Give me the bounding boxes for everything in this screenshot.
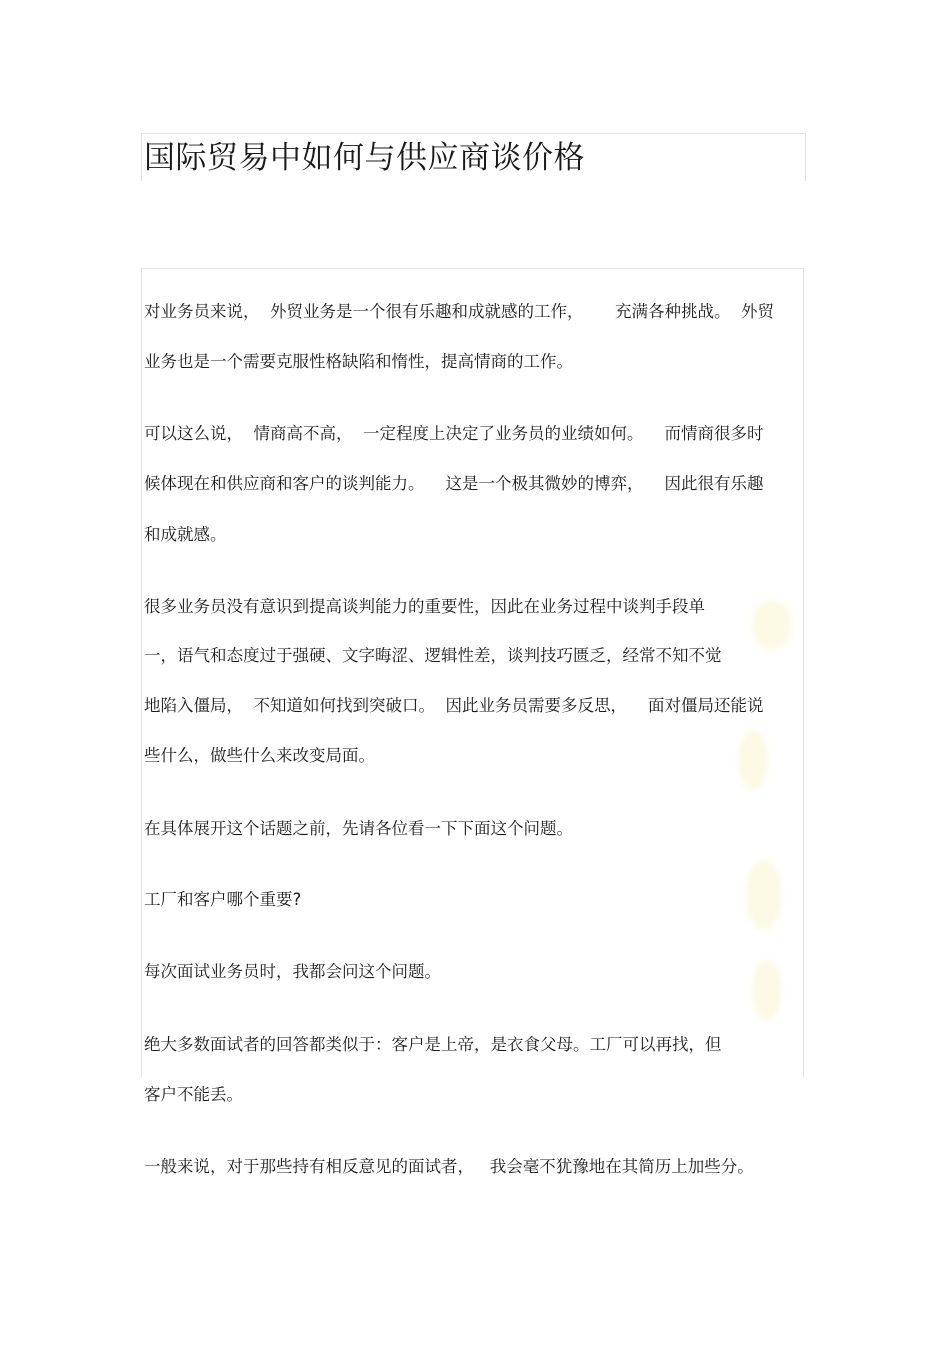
paragraph-line: 些什么，做些什么来改变局面。	[144, 746, 375, 765]
background-stain	[752, 960, 782, 1020]
paragraph-line: 客户不能丢。	[144, 1085, 243, 1104]
paragraph-line: 和成就感。	[144, 525, 227, 544]
paragraph-line: 工厂和客户哪个重要?	[144, 890, 302, 909]
title-frame	[141, 133, 806, 181]
document-title: 国际贸易中如何与供应商谈价格	[144, 140, 585, 176]
paragraph-line: 候体现在和供应商和客户的谈判能力。 这是一个极其微妙的博弈， 因此很有乐趣	[144, 474, 764, 493]
body-frame	[141, 268, 804, 1078]
paragraph-line: 在具体展开这个话题之前，先请各位看一下下面这个问题。	[144, 819, 573, 838]
paragraph-line: 对业务员来说， 外贸业务是一个很有乐趣和成就感的工作， 充满各种挑战。 外贸	[144, 302, 774, 321]
paragraph-line: 每次面试业务员时，我都会问这个问题。	[144, 962, 441, 981]
paragraph-line: 业务也是一个需要克服性格缺陷和惰性，提高情商的工作。	[144, 352, 573, 371]
background-stain	[752, 600, 792, 650]
paragraph-line: 很多业务员没有意识到提高谈判能力的重要性，因此在业务过程中谈判手段单	[144, 597, 705, 616]
paragraph-line: 一，语气和态度过于强硬、文字晦涩、逻辑性差，谈判技巧匮乏，经常不知不觉	[144, 646, 722, 665]
paragraph-line: 绝大多数面试者的回答都类似于：客户是上帝，是衣食父母。工厂可以再找，但	[144, 1035, 722, 1054]
paragraph-line: 可以这么说， 情商高不高， 一定程度上决定了业务员的业绩如何。 而情商很多时	[144, 424, 764, 443]
background-stain	[738, 730, 768, 790]
background-stain	[746, 860, 782, 930]
paragraph-line: 地陷入僵局， 不知道如何找到突破口。 因此业务员需要多反思， 面对僵局还能说	[144, 696, 764, 715]
paragraph-line: 一般来说，对于那些持有相反意见的面试者， 我会毫不犹豫地在其简历上加些分。	[144, 1157, 754, 1176]
